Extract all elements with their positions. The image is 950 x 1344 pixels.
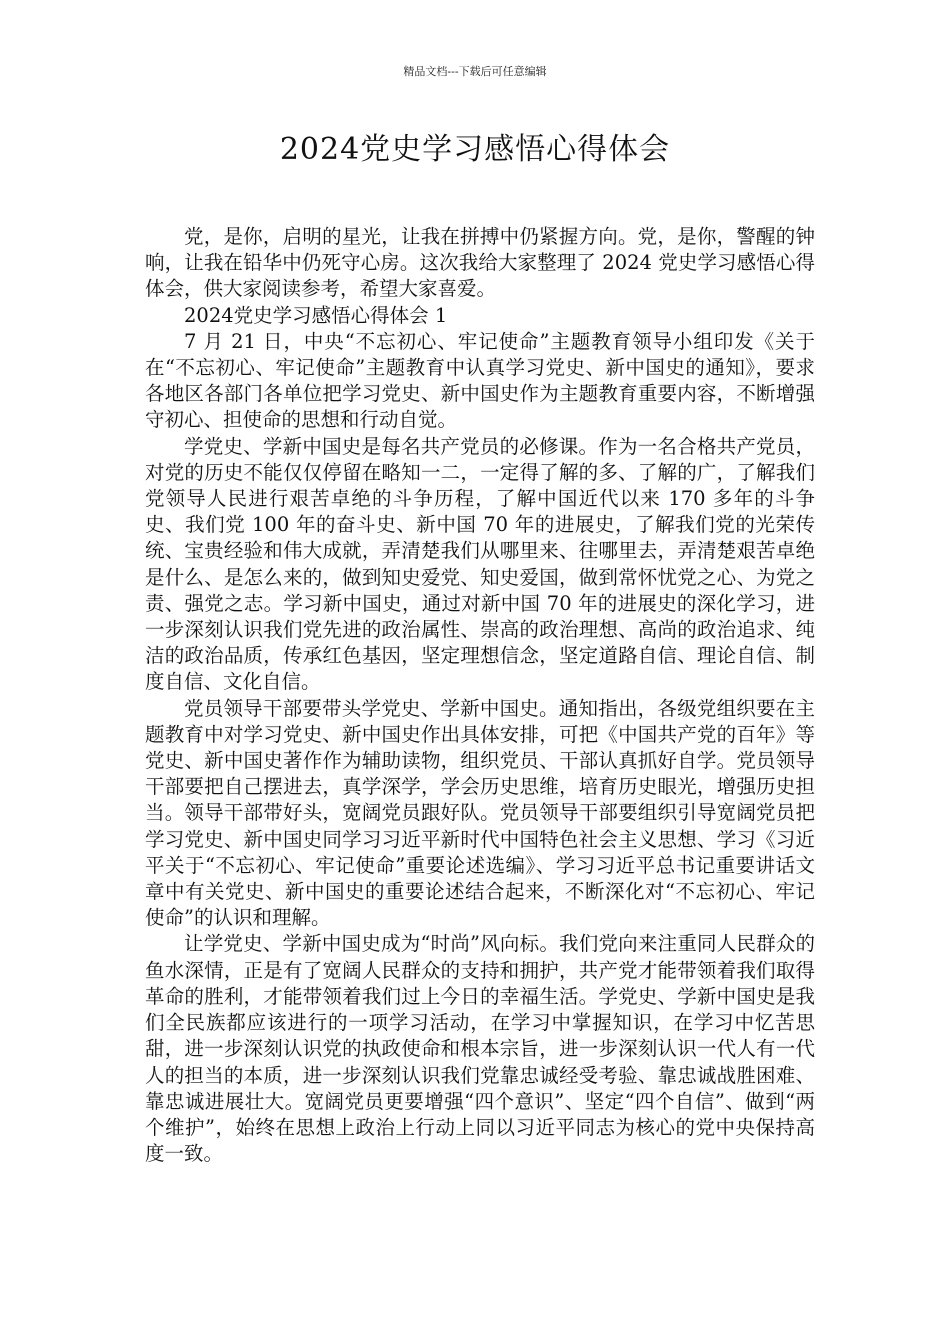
document-body [145,224,815,1167]
page-header: 精品文档---下载后可任意编辑 [403,65,547,78]
section-heading: 2024党史学习感悟心得体会 1 [184,303,448,327]
body-paragraph: 7 月 21 日，中央“不忘初心、牢记使命”主题教育领导小组印发《关于在“不忘初心、牢记使命”主题教育中认真学习党史、新中国史的通知》，要求各地区各部门各单位把学习党史、新中国史作为主题教育重要内容，不断增强守初心、担使命的思想和行动自觉。 [145,329,815,432]
body-paragraph: 学党史、学新中国史是每名共产党员的必修课。作为一名合格共产党员，对党的历史不能仅仅停留在略知一二，一定得了解的多、了解的广，了解我们党领导人民进行艰苦卓绝的斗争历程，了解中国近代以来 170 多年的斗争史、我们党 100 年的奋斗史、新中国 70 年的进展史，了解我们党的光荣传统、宝贵经验和伟大成就，弄清楚我们从哪里来、往哪里去，弄清楚艰苦卓绝是什么、是怎么来的，做到知史爱党、知史爱国，做到常怀忧党之心、为党之责、强党之志。学习新中国史，通过对新中国 70 年的进展史的深化学习，进一步深刻认识我们党先进的政治属性、崇高的政治理想、高尚的政治追求、纯洁的政治品质，传承红色基因，坚定理想信念，坚定道路自信、理论自信、制度自信、文化自信。 [145,434,815,694]
body-paragraph: 让学党史、学新中国史成为“时尚”风向标。我们党向来注重同人民群众的鱼水深情，正是有了宽阔人民群众的支持和拥护，共产党才能带领着我们取得革命的胜利，才能带领着我们过上今日的幸福生活。学党史、学新中国史是我们全民族都应该进行的一项学习活动，在学习中掌握知识，在学习中忆苦思甜，进一步深刻认识党的执政使命和根本宗旨，进一步深刻认识一代人有一代人的担当的本质，进一步深刻认识我们党靠忠诚经受考验、靠忠诚战胜困难、靠忠诚进展壮大。宽阔党员更要增强“四个意识”、坚定“四个自信”、做到“两个维护”，始终在思想上政治上行动上同以习近平同志为核心的党中央保持高度一致。 [145,932,815,1166]
body-paragraph: 党员领导干部要带头学党史、学新中国史。通知指出，各级党组织要在主题教育中对学习党史、新中国史作出具体安排，可把《中国共产党的百年》等党史、新中国史著作作为辅助读物，组织党员、干部认真抓好自学。党员领导干部要把自己摆进去，真学深学，学会历史思维，培育历史眼光，增强历史担当。领导干部带好头，宽阔党员跟好队。党员领导干部要组织引导宽阔党员把学习党史、新中国史同学习习近平新时代中国特色社会主义思想、学习《习近平关于“不忘初心、牢记使命”重要论述选编》、学习习近平总书记重要讲话文章中有关党史、新中国史的重要论述结合起来，不断深化对“不忘初心、牢记使命”的认识和理解。 [145,696,815,930]
document-title: 2024党史学习感悟心得体会 [279,132,671,167]
intro-paragraph: 党，是你，启明的星光，让我在拼搏中仍紧握方向。党，是你，警醒的钟响，让我在铅华中仍死守心房。这次我给大家整理了 2024 党史学习感悟心得体会，供大家阅读参考，希望大家喜爱。 [145,225,815,301]
